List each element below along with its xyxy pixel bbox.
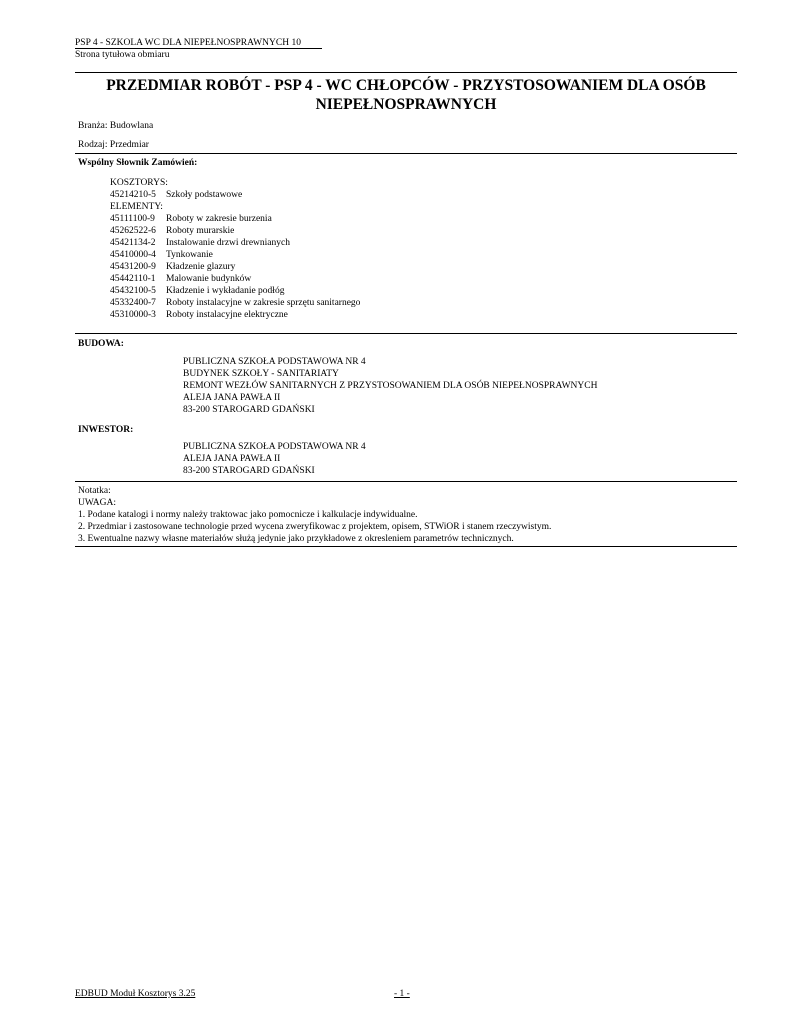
budowa-line: PUBLICZNA SZKOŁA PODSTAWOWA NR 4 [183, 357, 366, 367]
page-title: PRZEDMIAR ROBÓT - PSP 4 - WC CHŁOPCÓW - PRZYSTOSOWANIEM DLA OSÓB NIEPEŁNOSPRAWNYCH [106, 77, 706, 113]
cpv-code: 45410000-4 [110, 250, 156, 260]
cpv-code: 45442110-1 [110, 274, 156, 284]
notatka-section [78, 485, 551, 545]
cpv-desc: Roboty w zakresie burzenia [166, 214, 272, 224]
notatka-line: 1. Podane katalogi i normy należy traktowac jako pomocnicze i kalkulacje indywidualne. [78, 510, 418, 520]
inwestor-label: INWESTOR: [78, 425, 134, 435]
cpv-item [110, 273, 360, 285]
budowa-top-rule [75, 333, 737, 334]
notatka-line: Notatka: [78, 486, 111, 496]
cpv-item [110, 225, 360, 237]
cpv-top-rule [75, 153, 737, 154]
kosztorys-label: KOSZTORYS: [110, 178, 168, 188]
cpv-desc: Roboty instalacyjne elektryczne [166, 310, 288, 320]
inwestor-line: ALEJA JANA PAWŁA II [183, 454, 281, 464]
cpv-code: 45332400-7 [110, 298, 156, 308]
cpv-list [110, 177, 360, 321]
cpv-code: 45214210-5 [110, 190, 156, 200]
cpv-desc: Roboty murarskie [166, 226, 235, 236]
cpv-item [110, 261, 360, 273]
cpv-code: 45111100-9 [110, 214, 155, 224]
cpv-code: 45262522-6 [110, 226, 156, 236]
cpv-code: 45432100-5 [110, 286, 156, 296]
budowa-label: BUDOWA: [78, 339, 124, 349]
cpv-item [110, 237, 360, 249]
notatka-line: UWAGA: [78, 498, 116, 508]
cpv-desc: Roboty instalacyjne w zakresie sprzętu sanitarnego [166, 298, 361, 308]
budowa-address [183, 356, 597, 416]
cpv-desc: Kładzenie glazury [166, 262, 236, 272]
notatka-line: 2. Przedmiar i zastosowane technologie przed wycena zweryfikowac z projektem, opisem, STWiOR i stanem rzeczywistym. [78, 522, 552, 532]
cpv-code: 45310000-3 [110, 310, 156, 320]
cpv-item [110, 309, 360, 321]
notatka-top-rule [75, 481, 737, 482]
inwestor-line: PUBLICZNA SZKOŁA PODSTAWOWA NR 4 [183, 442, 366, 452]
budowa-line: ALEJA JANA PAWŁA II [183, 393, 281, 403]
cpv-desc: Szkoły podstawowe [166, 190, 243, 200]
cpv-item [110, 249, 360, 261]
cpv-code: 45431200-9 [110, 262, 156, 272]
footer-software-name: EDBUD Moduł Kosztorys 3.25 [75, 989, 196, 999]
budowa-line: REMONT WEZŁÓW SANITARNYCH Z PRZYSTOSOWANIEM DLA OSÓB NIEPEŁNOSPRAWNYCH [183, 381, 598, 391]
notatka-bottom-rule [75, 546, 737, 547]
cpv-desc: Instalowanie drzwi drewnianych [166, 238, 290, 248]
cpv-item [110, 213, 360, 225]
budowa-line: BUDYNEK SZKOŁY - SANITARIATY [183, 369, 339, 379]
budowa-line: 83-200 STAROGARD GDAŃSKI [183, 405, 315, 415]
elementy-label: ELEMENTY: [110, 202, 163, 212]
cpv-code: 45421134-2 [110, 238, 156, 248]
title-top-rule [75, 72, 737, 73]
rodzaj-label: Rodzaj: Przedmiar [78, 140, 149, 150]
branza-label: Branża: Budowlana [78, 121, 154, 131]
cpv-desc: Malowanie budynków [166, 274, 252, 284]
cpv-heading: Wspólny Słownik Zamówień: [78, 158, 198, 168]
cpv-desc: Tynkowanie [166, 250, 213, 260]
cpv-item [110, 285, 360, 297]
cpv-desc: Kładzenie i wykładanie podłóg [166, 286, 285, 296]
notatka-line: 3. Ewentualne nazwy własne materiałów służą jedynie jako przykładowe z okresleniem parametrów technicznych. [78, 534, 514, 544]
inwestor-line: 83-200 STAROGARD GDAŃSKI [183, 466, 315, 476]
document-header-subtitle: Strona tytułowa obmiaru [75, 50, 170, 60]
document-header-title: PSP 4 - SZKOLA WC DLA NIEPEŁNOSPRAWNYCH 10 [75, 38, 301, 48]
inwestor-address [183, 441, 366, 477]
footer-page-number: - 1 - [394, 989, 410, 999]
cpv-item [110, 297, 360, 309]
cpv-item [110, 189, 360, 201]
